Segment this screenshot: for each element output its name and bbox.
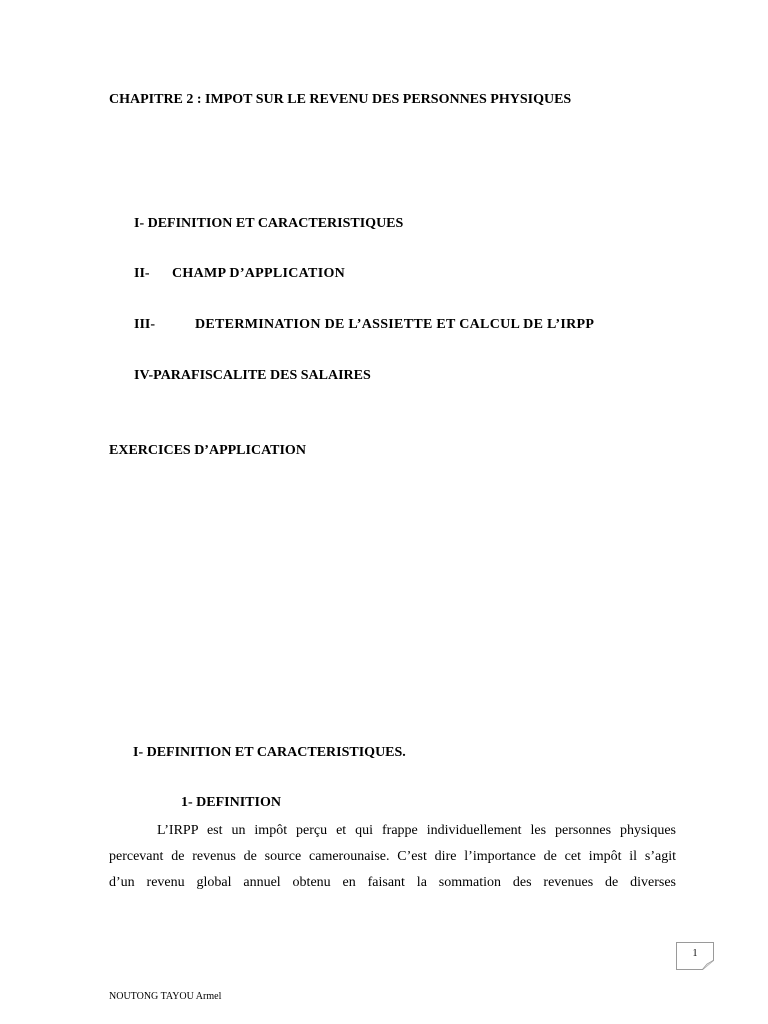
toc-item-champ-text: CHAMP D’APPLICATION: [172, 266, 346, 281]
page-number-box: [676, 942, 714, 970]
page-curl-icon: [702, 960, 714, 970]
definition-paragraph: [109, 818, 676, 896]
chapter-title: CHAPITRE 2 : IMPOT SUR LE REVENU DES PERSONNES PHYSIQUES: [109, 92, 572, 107]
toc-item-assiette-number: III-: [134, 317, 156, 332]
paragraph-line: d’un revenu global annuel obtenu en faisant la sommation des revenues de diverses: [109, 875, 676, 890]
exercises-heading: EXERCICES D’APPLICATION: [109, 443, 306, 458]
page-number: 1: [692, 948, 698, 959]
section-heading: I- DEFINITION ET CARACTERISTIQUES.: [133, 745, 406, 760]
footer-author: NOUTONG TAYOU Armel: [109, 991, 222, 1002]
paragraph-line: L’IRPP est un impôt perçu et qui frappe individuellement les personnes physiques: [157, 823, 676, 838]
toc-item-parafiscalite: IV-PARAFISCALITE DES SALAIRES: [134, 368, 371, 383]
toc-item-assiette-text: DETERMINATION DE L’ASSIETTE ET CALCUL DE L’IRPP: [195, 317, 595, 332]
subsection-heading: 1- DEFINITION: [181, 795, 281, 810]
toc-item-definition: I- DEFINITION ET CARACTERISTIQUES: [134, 216, 404, 231]
toc-item-champ-number: II-: [134, 266, 150, 281]
paragraph-line: percevant de revenus de source camerounaise. C’est dire l’importance de cet impôt il s’agit: [109, 849, 676, 864]
